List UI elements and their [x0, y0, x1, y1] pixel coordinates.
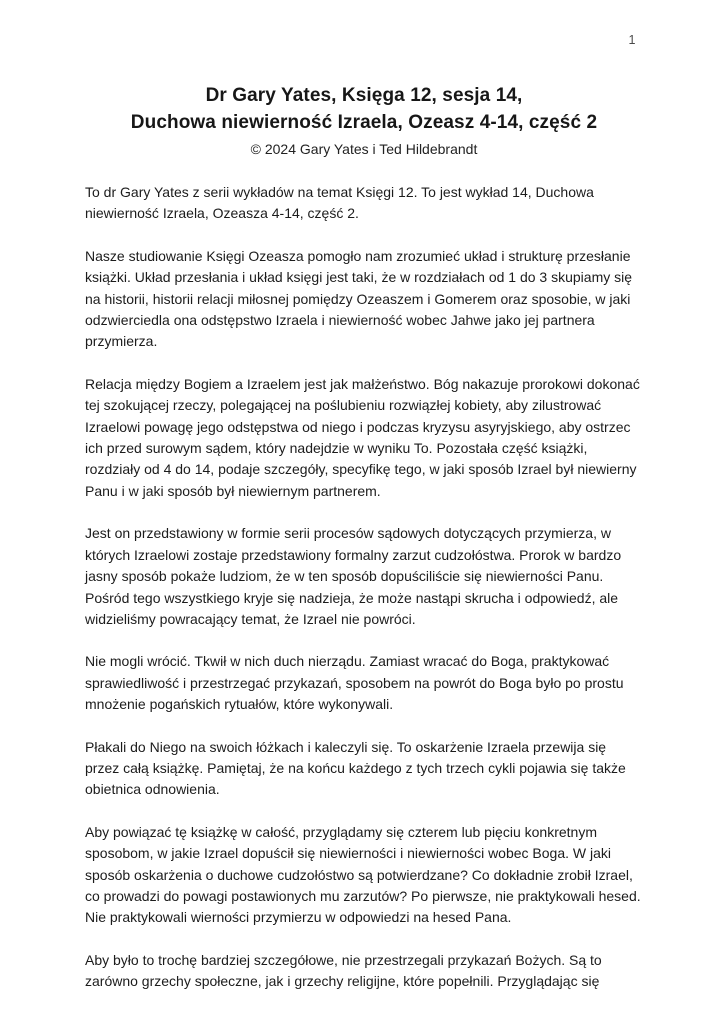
document-title-line-1: Dr Gary Yates, Księga 12, sesja 14,: [205, 85, 523, 106]
page-number: 1: [628, 33, 636, 47]
document-body: [85, 82, 643, 1014]
paragraph-7: Aby powiązać tę książkę w całość, przyglądamy się czterem lub pięciu konkretnym sposobom, w jakie Izrael dopuścił się niewierności i niewierności wobec Boga. W jaki sposób oskarżenia o duchowe cudzołóstwo są potwierdzane? Co dokładnie zrobił Izrael, co prowadzi do powagi postawionych mu zarzutów? Po pierwsze, nie praktykowali hesed. Nie praktykowali wierności przymierzu w odpowiedzi na hesed Pana.: [85, 823, 641, 926]
document-title-line-2: Duchowa niewierność Izraela, Ozeasz 4-14, część 2: [130, 112, 598, 133]
paragraph-3: Relacja między Bogiem a Izraelem jest jak małżeństwo. Bóg nakazuje prorokowi dokonać tej szokującej rzeczy, polegającej na poślubieniu rozwiązłej kobiety, aby zilustrować Izraelowi powagę jego odstępstwa od niego i podczas kryzysu asyryjskiego, aby ostrzec ich przed surowym sądem, który nadejdzie w wyniku To. Pozostała część książki, rozdziały od 4 do 14, podaje szczegóły, specyfikę tego, w jaki sposób Izrael był niewierny Panu i w jaki sposób był niewiernym partnerem.: [85, 375, 640, 499]
paragraph-1: To dr Gary Yates z serii wykładów na temat Księgi 12. To jest wykład 14, Duchowa niewierność Izraela, Ozeasza 4-14, część 2.: [85, 184, 594, 222]
paragraph-8: Aby było to trochę bardziej szczegółowe, nie przestrzegali przykazań Bożych. Są to zarówno grzechy społeczne, jak i grzechy religijne, które popełnili. Przyglądając się: [85, 951, 602, 990]
paragraph-5: Nie mogli wrócić. Tkwił w nich duch nierządu. Zamiast wracać do Boga, praktykować sprawiedliwość i przestrzegać przykazań, sposobem na powrót do Boga było po prostu mnożenie pogańskich rytuałów, które wykonywali.: [85, 653, 624, 713]
paragraph-4: Jest on przedstawiony w formie serii procesów sądowych dotyczących przymierza, w których Izraelowi zostaje przedstawiony formalny zarzut cudzołóstwa. Prorok w bardzo jasny sposób pokaże ludziom, że w ten sposób dopuściliście się niewierności Panu. Pośród tego wszystkiego kryje się nadzieja, że może nastąpi skrucha i odpowiedź, ale widzieliśmy powracający temat, że Izrael nie powróci.: [85, 525, 622, 627]
paragraph-2: Nasze studiowanie Księgi Ozeasza pomogło nam zrozumieć układ i strukturę przesłanie książki. Układ przesłania i układ księgi jest taki, że w rozdziałach od 1 do 3 skupiamy się na historii, historii relacji miłosnej pomiędzy Ozeaszem i Gomerem oraz sposobie, w jaki odzwierciedla ona odstępstwo Izraela i niewierność wobec Jahwe jako jej partnera przymierza.: [85, 247, 633, 350]
copyright-notice: © 2024 Gary Yates i Ted Hildebrandt: [250, 141, 478, 157]
paragraphs-container: [85, 182, 643, 993]
title-block: [85, 82, 643, 159]
paragraph-6: Płakali do Niego na swoich łóżkach i kaleczyli się. To oskarżenie Izraela przewija się przez całą książkę. Pamiętaj, że na końcu każdego z tych trzech cykli pojawia się także obietnica odnowienia.: [85, 738, 626, 798]
